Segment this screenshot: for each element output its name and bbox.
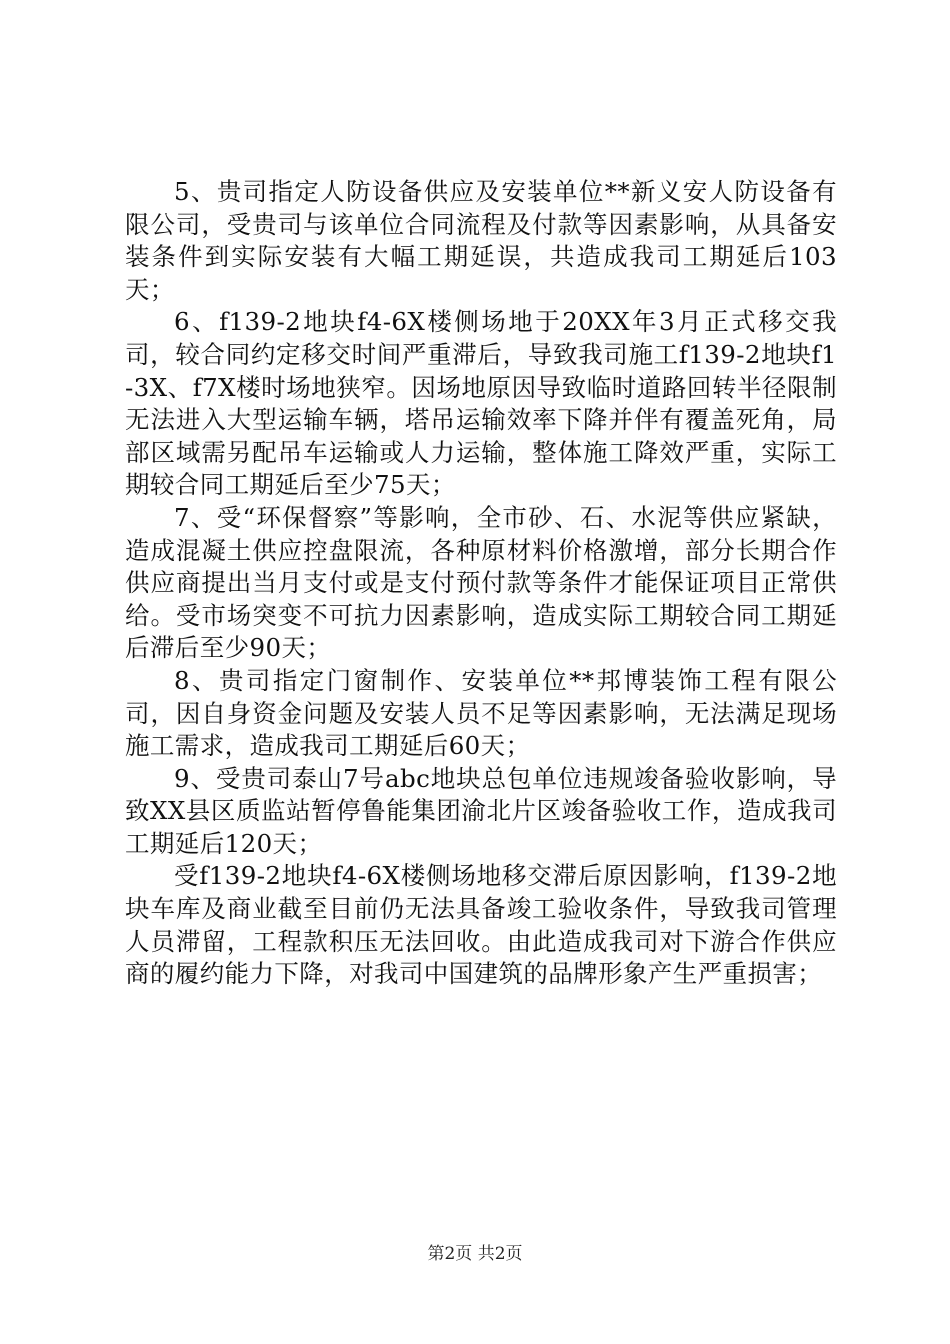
paragraph-item-5: 5、贵司指定人防设备供应及安装单位**新义安人防设备有限公司，受贵司与该单位合同流程及付款等因素影响，从具备安装条件到实际安装有大幅工期延误，共造成我司工期延后103天； — [125, 177, 837, 304]
paragraph-item-9: 9、受贵司泰山7号abc地块总包单位违规竣备验收影响，导致XX县区质监站暂停鲁能集团渝北片区竣备验收工作，造成我司工期延后120天； — [125, 763, 837, 858]
document-body — [125, 176, 837, 991]
paragraph-item-6: 6、f139-2地块f4-6X楼侧场地于20XX年3月正式移交我司，较合同约定移交时间严重滞后，导致我司施工f139-2地块f1-3X、f7X楼时场地狭窄。因场地原因导致临时道路回转半径限制无法进入大型运输车辆，塔吊运输效率下降并伴有覆盖死角，局部区域需另配吊车运输或人力运输，整体施工降效严重，实际工期较合同工期延后至少75天； — [125, 307, 837, 500]
paragraph-item-8: 8、贵司指定门窗制作、安装单位**邦博装饰工程有限公司，因自身资金问题及安装人员不足等因素影响，无法满足现场施工需求，造成我司工期延后60天； — [125, 665, 837, 761]
paragraph-summary: 受f139-2地块f4-6X楼侧场地移交滞后原因影响，f139-2地块车库及商业截至目前仍无法具备竣工验收条件，导致我司管理人员滞留，工程款积压无法回收。由此造成我司对下游合作供应商的履约能力下降，对我司中国建筑的品牌形象产生严重损害； — [125, 861, 837, 989]
page-number-footer: 第2页 共2页 — [427, 1244, 523, 1264]
paragraph-item-7: 7、受“环保督察”等影响，全市砂、石、水泥等供应紧缺，造成混凝土供应控盘限流，各种原材料价格激增，部分长期合作供应商提出当月支付或是支付预付款等条件才能保证项目正常供给。受市场突变不可抗力因素影响，造成实际工期较合同工期延后滞后至少90天； — [125, 502, 837, 663]
